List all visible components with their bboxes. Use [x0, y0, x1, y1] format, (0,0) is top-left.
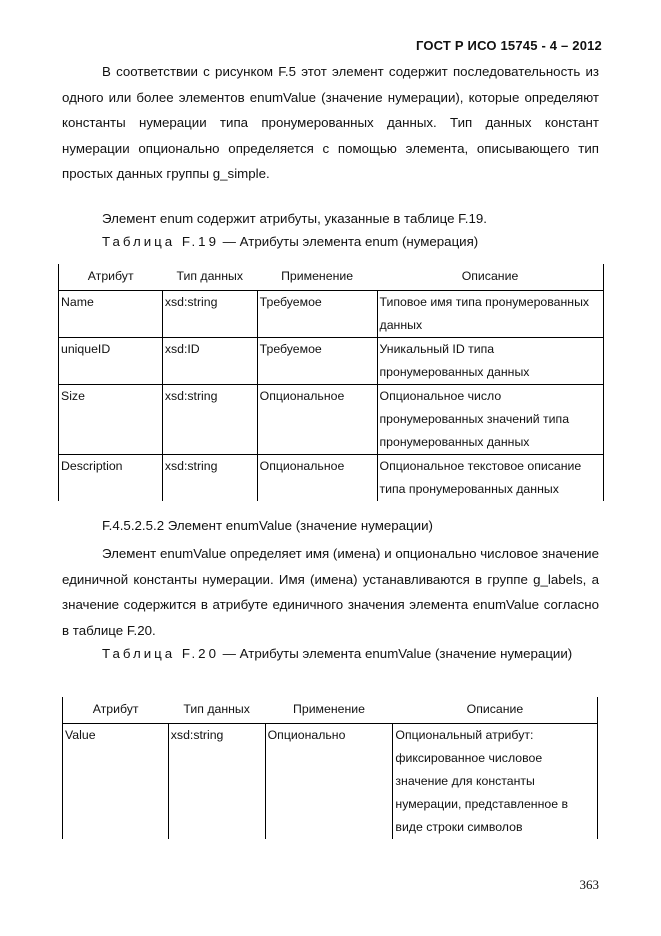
section-heading-enumvalue: F.4.5.2.5.2 Элемент enumValue (значение нумерации) [102, 518, 433, 533]
page-number: 363 [579, 877, 599, 892]
cell-data-type: xsd:string [168, 724, 265, 840]
header-usage: Применение [257, 264, 377, 291]
cell-usage: Опционально [265, 724, 393, 840]
header-data-type: Тип данных [168, 697, 265, 724]
header-attribute: Атрибут [63, 697, 169, 724]
table-row [59, 291, 604, 338]
cell-usage: Требуемое [257, 338, 377, 385]
table-row [59, 455, 604, 502]
table-f19-caption-number: Таблица F.19 [102, 234, 219, 249]
cell-attribute: Description [59, 455, 163, 502]
document-header: ГОСТ Р ИСО 15745 - 4 – 2012 [415, 38, 602, 53]
table-header-row [59, 264, 604, 291]
cell-usage: Требуемое [257, 291, 377, 338]
table-f20-caption [62, 641, 599, 667]
cell-description: Опциональное текстовое описание типа пронумерованных данных [377, 455, 603, 502]
header-attribute: Атрибут [59, 264, 163, 291]
table-f20 [62, 697, 598, 839]
header-usage: Применение [265, 697, 393, 724]
table-f19-caption [102, 234, 478, 249]
cell-attribute: Size [59, 385, 163, 455]
table-row [63, 724, 598, 840]
cell-description: Опциональный атрибут: фиксированное числовое значение для константы нумерации, представленное в виде строки символов [393, 724, 598, 840]
cell-description: Уникальный ID типа пронумерованных данных [377, 338, 603, 385]
header-description: Описание [393, 697, 598, 724]
cell-description: Опциональное число пронумерованных значений типа пронумерованных данных [377, 385, 603, 455]
table-row [59, 338, 604, 385]
cell-description: Типовое имя типа пронумерованных данных [377, 291, 603, 338]
cell-attribute: Name [59, 291, 163, 338]
cell-attribute: Value [63, 724, 169, 840]
table-row [59, 385, 604, 455]
table-header-row [63, 697, 598, 724]
cell-usage: Опциональное [257, 455, 377, 502]
header-data-type: Тип данных [162, 264, 257, 291]
cell-attribute: uniqueID [59, 338, 163, 385]
table-f19 [58, 264, 604, 501]
cell-data-type: xsd:string [162, 385, 257, 455]
cell-data-type: xsd:ID [162, 338, 257, 385]
table-f20-caption-number: Таблица F.20 [102, 646, 219, 661]
cell-data-type: xsd:string [162, 291, 257, 338]
cell-usage: Опциональное [257, 385, 377, 455]
table-f20-caption-text: — Атрибуты элемента enumValue (значение нумерации) [218, 646, 573, 661]
table-f19-caption-text: — Атрибуты элемента enum (нумерация) [218, 234, 479, 249]
cell-data-type: xsd:string [162, 455, 257, 502]
paragraph-enum-attributes-ref: Элемент enum содержит атрибуты, указанные в таблице F.19. [102, 211, 487, 226]
paragraph-enum-description: В соответствии с рисунком F.5 этот элемент содержит последовательность из одного или более элементов enumValue (значение нумерации), которые определяют константы нумерации типа пронумерованных данных. Тип данных констант нумерации опционально определяется с помощью элемента, описывающего тип простых данных группы g_simple. [62, 64, 599, 181]
paragraph-enumvalue-description: Элемент enumValue определяет имя (имена) и опционально числовое значение единичной константы нумерации. Имя (имена) устанавливаются в группе g_labels, а значение содержится в атрибуте единичного значения элемента enumValue согласно в таблице F.20. [62, 546, 599, 638]
header-description: Описание [377, 264, 603, 291]
